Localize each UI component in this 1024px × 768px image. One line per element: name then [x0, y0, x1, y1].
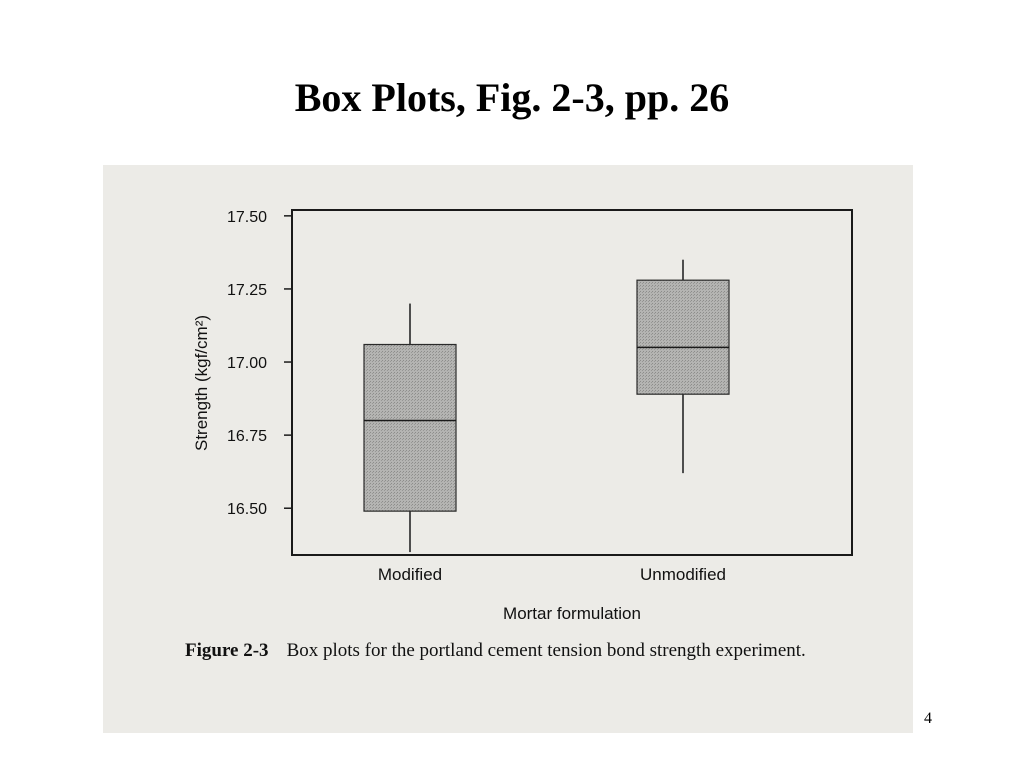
box-unmodified [637, 260, 729, 473]
figure-number: Figure 2-3 [185, 640, 269, 661]
scanned-figure [103, 165, 913, 733]
interquartile-box [364, 344, 456, 511]
caption-text: Box plots for the portland cement tension bond strength experiment. [286, 640, 806, 661]
slide-title: Box Plots, Fig. 2-3, pp. 26 [294, 75, 730, 120]
x-axis-label: Mortar formulation [503, 604, 641, 623]
y-tick-label: 16.50 [226, 501, 267, 519]
y-tick-label: 17.00 [226, 355, 267, 373]
figure-caption [185, 639, 875, 663]
page-number: 4 [924, 710, 932, 727]
y-tick-label: 17.25 [226, 281, 267, 299]
y-tick-label: 16.75 [226, 428, 267, 446]
box-modified [364, 304, 456, 553]
interquartile-box [637, 280, 729, 394]
x-tick-label: Unmodified [640, 565, 726, 584]
box-series [364, 260, 729, 552]
x-axis-categories [378, 565, 726, 584]
y-tick-label: 17.50 [226, 208, 267, 226]
x-tick-label: Modified [377, 565, 443, 584]
y-axis-ticks [227, 209, 292, 518]
box-plot-chart [103, 165, 913, 635]
y-axis-label: Strength (kgf/cm²) [192, 314, 211, 452]
